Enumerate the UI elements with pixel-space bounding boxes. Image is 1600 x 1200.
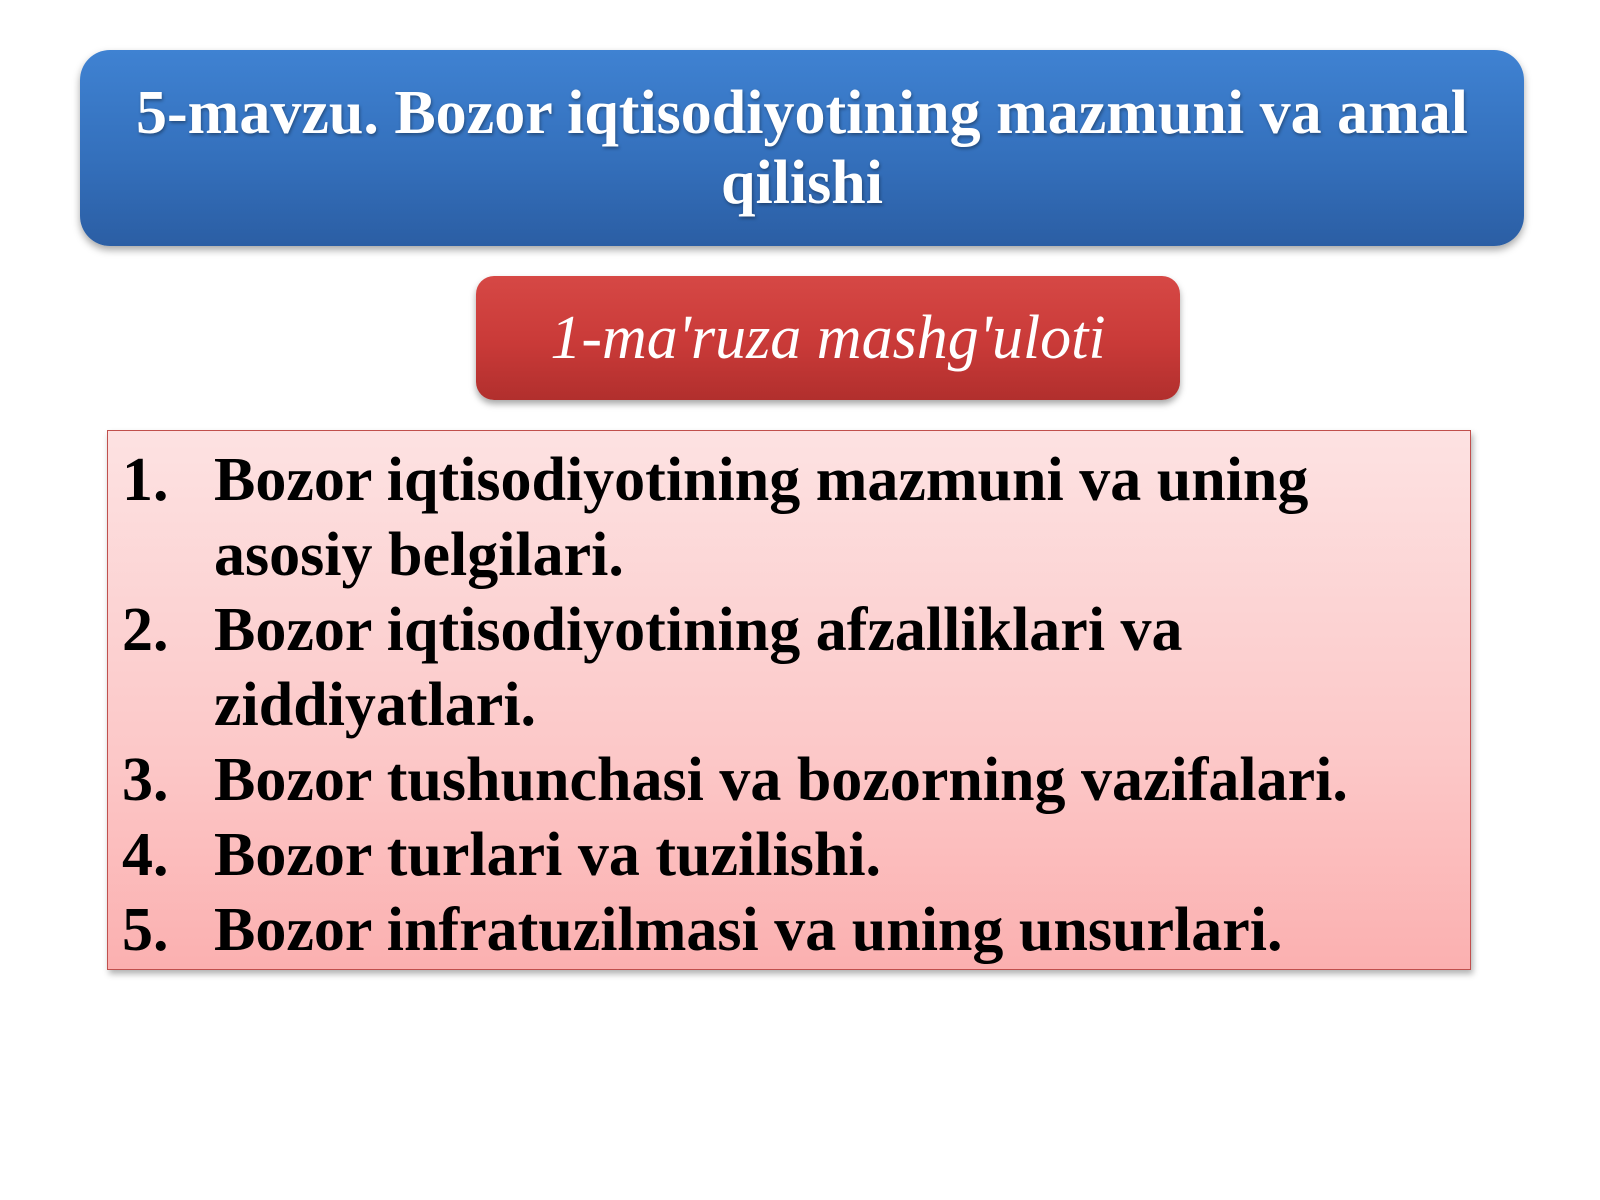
slide-subtitle: 1-ma'ruza mashg'uloti: [550, 303, 1106, 372]
list-item-text: Bozor tushunchasi va bozorning vazifalari.: [214, 746, 1348, 814]
list-item-text: Bozor infratuzilmasi va uning unsurlari.: [214, 896, 1283, 964]
list-item-number: 4.: [122, 821, 169, 889]
list-item: [122, 443, 1450, 593]
list-item-number: 1.: [122, 446, 169, 514]
topics-box: [107, 430, 1471, 970]
topic-list: [122, 443, 1450, 968]
list-item-text: Bozor iqtisodiyotining mazmuni va uning asosiy belgilari.: [214, 446, 1309, 589]
slide-title: 5-mavzu. Bozor iqtisodiyotining mazmuni va amal qilishi: [136, 79, 1468, 217]
title-banner: [80, 50, 1524, 246]
list-item-number: 3.: [122, 746, 169, 814]
list-item: [122, 893, 1450, 968]
list-item: [122, 593, 1450, 743]
list-item-number: 2.: [122, 596, 169, 664]
list-item-text: Bozor iqtisodiyotining afzalliklari va ziddiyatlari.: [214, 596, 1183, 739]
list-item-number: 5.: [122, 896, 169, 964]
subtitle-banner: [476, 276, 1180, 400]
list-item: [122, 818, 1450, 893]
list-item: [122, 743, 1450, 818]
list-item-text: Bozor turlari va tuzilishi.: [214, 821, 882, 889]
